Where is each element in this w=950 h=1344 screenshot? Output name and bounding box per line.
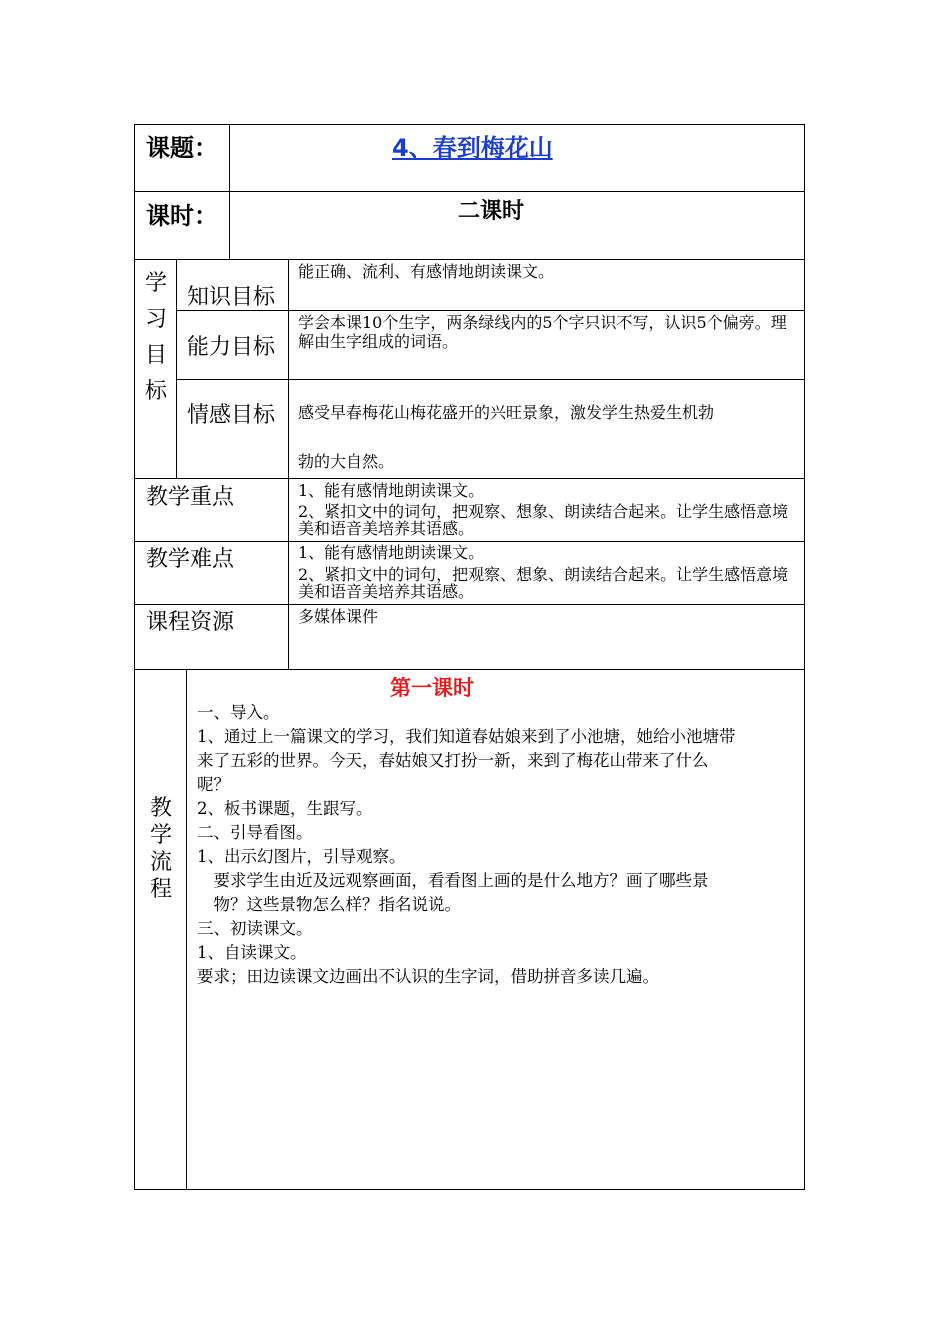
process-line: 来了五彩的世界。今天，春姑娘又打扮一新，来到了梅花山带来了什么 [197, 751, 709, 770]
process-line: 2、板书课题，生跟写。 [197, 799, 373, 818]
key-points-line: 2、紧扣文中的词句，把观察、想象、朗读结合起来。让学生感悟意境美和语音美培养其语感。 [298, 502, 789, 538]
process-heading: 第一课时 [390, 676, 474, 700]
process-body [197, 701, 736, 989]
difficult-points-line: 2、紧扣文中的词句，把观察、想象、朗读结合起来。让学生感悟意境美和语音美培养其语感。 [298, 565, 789, 601]
process-line: 1、出示幻图片，引导观察。 [197, 847, 406, 866]
difficult-points-label: 教学难点 [146, 547, 235, 572]
row-divider [134, 478, 805, 479]
column-divider [229, 124, 230, 259]
period-value: 二课时 [458, 199, 525, 224]
column-divider [288, 259, 289, 669]
key-points-line: 1、能有感情地朗读课文。 [298, 481, 485, 500]
row-divider [134, 669, 805, 670]
row-divider [134, 191, 805, 192]
process-line: 1、自读课文。 [197, 943, 307, 962]
column-divider [186, 669, 187, 1190]
goals-group-label: 学 习 目 标 [144, 271, 167, 404]
process-line: 要求学生由近及远观察画面，看看图上画的是什么地方？画了哪些景 [197, 871, 709, 890]
knowledge-goal-label: 知识目标 [187, 285, 276, 310]
emotion-goal-line: 勃的大自然。 [298, 452, 395, 471]
process-line: 二、引导看图。 [197, 823, 313, 842]
emotion-goal-label: 情感目标 [187, 403, 276, 428]
row-divider [134, 259, 805, 260]
resources-text: 多媒体课件 [298, 607, 379, 626]
row-divider [134, 541, 805, 542]
resources-label: 课程资源 [146, 610, 235, 635]
process-line: 要求；田边读课文边画出不认识的生字词，借助拼音多读几遍。 [197, 967, 659, 986]
ability-goal-label: 能力目标 [187, 335, 276, 360]
lesson-title: 4、春到梅花山 [392, 134, 553, 162]
process-line: 物？这些景物怎么样？指名说说。 [197, 895, 461, 914]
process-line: 呢？ [197, 775, 230, 794]
process-line: 三、初读课文。 [197, 919, 313, 938]
key-points-label: 教学重点 [146, 485, 235, 510]
period-label: 课时： [146, 202, 218, 230]
topic-label: 课题： [146, 134, 218, 162]
process-line: 1、通过上一篇课文的学习，我们知道春姑娘来到了小池塘，她给小池塘带 [197, 727, 736, 746]
ability-goal-text: 学会本课10个生字，两条绿线内的5个字只识不写，认识5个偏旁。理解由生字组成的词语。 [298, 313, 787, 351]
row-divider [176, 379, 805, 380]
row-divider [134, 604, 805, 605]
knowledge-goal-text: 能正确、流利、有感情地朗读课文。 [298, 262, 555, 281]
process-line: 一、导入。 [197, 703, 280, 722]
column-divider [176, 259, 177, 478]
emotion-goal-line: 感受早春梅花山梅花盛开的兴旺景象，激发学生热爱生机勃 [298, 403, 715, 422]
process-label: 教 学 流 程 [149, 796, 172, 902]
difficult-points-line: 1、能有感情地朗读课文。 [298, 543, 485, 562]
